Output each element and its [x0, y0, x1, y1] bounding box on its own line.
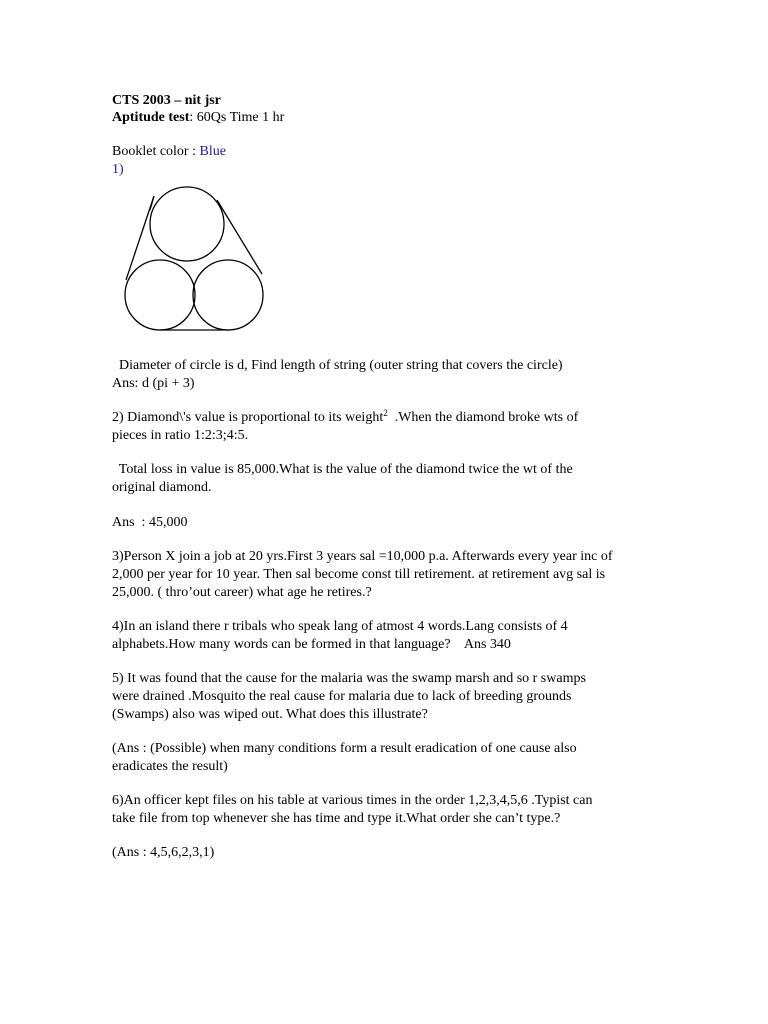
- test-label: Aptitude test: [112, 110, 190, 125]
- booklet-info: [112, 143, 226, 161]
- q2-line2: pieces in ratio 1:2:3;4:5.: [112, 428, 249, 443]
- bottom-right-circle: [193, 260, 263, 330]
- q5-answer-line2: eradicates the result): [112, 759, 228, 774]
- q5-line1: 5) It was found that the cause for the malaria was the swamp marsh and so r swamps: [112, 671, 586, 686]
- q1-number: 1): [112, 162, 124, 177]
- q2-line3: Total loss in value is 85,000.What is the value of the diamond twice the wt of the: [112, 462, 573, 477]
- q1-text: Diameter of circle is d, Find length of string (outer string that covers the circle): [112, 358, 563, 373]
- q4-line2: alphabets.How many words can be formed in that language? Ans 340: [112, 637, 511, 652]
- q2-line1: [112, 409, 578, 427]
- q3-line3: 25,000. ( thro’out career) what age he retires.?: [112, 585, 372, 600]
- bottom-left-circle: [125, 260, 195, 330]
- q2-line1-text: 2) Diamond\'s value is proportional to its weight: [112, 410, 384, 425]
- q4-line1: 4)In an island there r tribals who speak lang of atmost 4 words.Lang consists of 4: [112, 619, 568, 634]
- q2-answer: Ans : 45,000: [112, 515, 188, 530]
- q6-line2: take file from top whenever she has time and type it.What order she can’t type.?: [112, 811, 561, 826]
- q5-line2: were drained .Mosquito the real cause for malaria due to lack of breeding grounds: [112, 689, 572, 704]
- booklet-color: Blue: [199, 144, 226, 159]
- q5-line3: (Swamps) also was wiped out. What does this illustrate?: [112, 707, 428, 722]
- test-details: : 60Qs Time 1 hr: [189, 110, 285, 125]
- q6-line1: 6)An officer kept files on his table at various times in the order 1,2,3,4,5,6 .Typist can: [112, 793, 593, 808]
- test-info: [112, 109, 284, 127]
- q3-line2: 2,000 per year for 10 year. Then sal become const till retirement. at retirement avg sal is: [112, 567, 606, 582]
- three-circles-figure: [112, 186, 272, 340]
- right-string: [217, 200, 262, 274]
- q2-line4: original diamond.: [112, 480, 212, 495]
- document-title: CTS 2003 – nit jsr: [112, 93, 221, 108]
- top-circle: [150, 187, 224, 261]
- q3-line1: 3)Person X join a job at 20 yrs.First 3 years sal =10,000 p.a. Afterwards every year inc of: [112, 549, 613, 564]
- q2-line1-rest: .When the diamond broke wts of: [387, 410, 579, 425]
- q6-answer: (Ans : 4,5,6,2,3,1): [112, 845, 215, 860]
- q2-superscript: 2: [383, 408, 388, 418]
- q1-answer: Ans: d (pi + 3): [112, 376, 195, 391]
- q5-answer-line1: (Ans : (Possible) when many conditions form a result eradication of one cause also: [112, 741, 577, 756]
- booklet-label: Booklet color :: [112, 144, 200, 159]
